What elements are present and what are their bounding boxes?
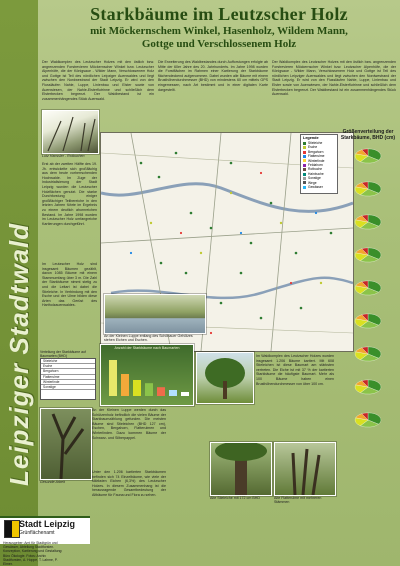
legend-swatch — [303, 146, 306, 149]
bottom-right-text: Im Waldkomplex des Leutzscher Holzes wurden insgesamt 1.206 Bäume kartiert. Mit 608 Stieleichen ist diese Baumart am stärksten vertreten. Die Eiche ist mit 37 % der kartierten Starkbäume die häufigste Baumart. Mehr als 100 Bäume haben einen Brusthöhendurchmesser von über 100 cm. — [256, 354, 334, 386]
legend-swatch — [303, 151, 306, 154]
legend-swatch — [303, 173, 306, 176]
poster-title: Starkbäume im Leutzscher Holz — [90, 4, 348, 24]
pie-charts — [338, 142, 398, 442]
photo-river — [104, 294, 206, 334]
legend-swatch — [303, 155, 306, 158]
multi-stem-caption: Alte Flatterulme mit mehreren Stämmen — [274, 496, 322, 505]
pie-column — [338, 142, 398, 442]
legend-label: Bergahorn — [308, 149, 324, 154]
chart-bar — [181, 392, 189, 396]
table-row: Sonstige — [41, 385, 95, 390]
legend-swatch — [303, 186, 306, 189]
poster-subtitle — [40, 25, 398, 51]
bottom-left-caption: Gesunde Arbeit — [40, 480, 65, 484]
table-row: Flatterulme — [41, 375, 95, 380]
legend-swatch — [303, 164, 306, 167]
bottom-left-text: An der Kleinen Luppe werden durch das Schützenholz befindlich die vielen Bäume der Starkbaumzählung gefunden. Die meisten Bäume sind Stieleichen (BHD 127 cm), Eschen, Bergahorn, Flatterulmen und Winterlinden. Dazu kommen Bäume der Schwarz- und Silberpappel. — [92, 408, 166, 440]
photo-tree-trunk — [40, 408, 92, 480]
photo-tree-field — [196, 352, 254, 404]
leipzig-coat-of-arms-icon — [4, 520, 20, 538]
legend-swatch — [303, 181, 306, 184]
photo-large-oak-art — [211, 443, 271, 495]
map-legend — [300, 134, 338, 194]
legend-label: Gewässer — [308, 185, 323, 190]
photo-large-oak — [210, 442, 272, 496]
column1-text2: Im Leutzscher Holz sind insgesamt Bäumen gezählt, davon 1085 Bäume mit einem Stammumfang über 3 m. Die Zahl der Starkbäume nimmt stetig zu und die Leitart ist dabei die Stieleiche. In Verbindung mit den Esche und der Ulme bilden diese Arten das Gerüst des Hartholzauenwaldes. — [42, 262, 97, 308]
photo-tree-crowns-art — [43, 111, 98, 153]
chart-bar — [133, 380, 141, 396]
legend-label: Feldahorn — [308, 163, 323, 168]
legend-label: Esche — [308, 145, 318, 150]
legend-list — [301, 141, 337, 189]
credits: Herausgeber: Amt für Stadtgrün und Gewässer, Abteilung Stadtforsten. Konzeption, Kartierung und Gestaltung: Büro Ökologie. Fotos: Archiv Stadtforsten, A. Hoppe, T. Lahme, P. Elmer. — [3, 541, 63, 566]
photo-tree-crowns — [42, 110, 99, 154]
intro-text: Der Waldkomplex des Leutzscher Holzes mit den östlich bzw. angrenzenden Forstrevieren Möckernscher Winkel bzw. Leutzscher Alpenhöfe, die der Königsaue - Wilder Mann, Verschlossenem Holz und Gottge ist Teil des nördlichen Leipziger Auenwaldes und liegt zwischen den Nordwestrand der Stadt Leipzig. Er wird von den Flussläufen Nahle, Luppe, Linienbau und Elster sowie von Auenwiesen, der Nahle-Elsterflutrinne und schließlich dem Elsterbecken begrenzt. Der Waldbestand ist ein zusammenhängendes Stück Auenwald. — [42, 60, 154, 101]
chart-bar — [157, 387, 165, 396]
large-oak-caption: Alte Stieleiche mit 172 cm BHD — [210, 496, 260, 500]
poster-subtitle-line1: mit Möckernschem Winkel, Hasenholz, Wildem Mann, — [90, 25, 348, 37]
legend-label: Winterlinde — [308, 158, 325, 163]
table-row: Stieleiche — [41, 359, 95, 364]
pie-column-title: Größenverteilung der Starkbäume, BHD (cm) — [340, 129, 396, 141]
table-row: Winterlinde — [41, 380, 95, 385]
legend-label: Hainbuche — [308, 171, 324, 176]
photo-tree-field-art — [197, 353, 253, 403]
chart-title: Anzahl der Starkbäume nach Baumarten — [114, 346, 180, 350]
logo-department: Grünflächenamt — [19, 530, 55, 536]
legend-label: Stieleiche — [308, 141, 323, 145]
column1-text: Erst ab der zweiten Hälfte des 19. Jh. entwickelte sich großflächig aus dem heute vorherrschenden Hochwalde. Im Zuge der Industrialisierung der Stadt Leipzig wurden die Leutzscher Holzflächen genutzt. Die starke Durchforstung einiger großflächiger Teilbereiche in den letzten Jahren führte im Ergebnis zu einem deutlich ahornreichen Bestand. Im Jahre 1998 wurden im Leutzscher Holz umfangreiche Kartierungen durchgeführt. — [42, 162, 97, 226]
chart-bar — [109, 360, 117, 396]
legend-heading: Legende — [303, 136, 319, 140]
top-middle-text: Die Erweiterung des Waldbestandes durch Aufforstungen erfolgte ab Mitte der 60er Jahre des 20. Jahrhunderts. Im Jahre 1998 wurden die Forstflächen im Rahmen einer Kartierung der Starkbäume flächendeckend aufgenommen. Dabei wurden alle Bäume mit einem Brusthöhendurchmesser (BHD) von mindestens 60 cm mittels GPS eingemessen, nach Art bestimmt und in einer digitalen Karte dargestellt. — [158, 60, 268, 92]
logo-city-name: Stadt Leipzig — [19, 519, 75, 529]
river-caption: An der Kleinen Luppe entlang des Schönauer Gehölzes stehen Eichen und Eschen. — [104, 334, 193, 343]
table-row: Bergahorn — [41, 369, 95, 374]
species-table-rows — [41, 359, 95, 390]
legend-swatch — [303, 142, 306, 145]
photo-multi-stem-art — [275, 443, 335, 495]
legend-label: Sonstige — [308, 176, 321, 181]
legend-swatch — [303, 168, 306, 171]
legend-label: Rotbuche — [308, 167, 323, 172]
species-chart — [100, 344, 194, 406]
top-right-text: Der Waldkomplex des Leutzscher Holzes mit den östlich bzw. angrenzenden Forstrevieren Möckernscher Winkel bzw. Leutzscher Alpenhöfe, die der Königsaue - Wilder Mann, Verschlossenem Holz und Gottge ist Teil des nördlichen Leipziger Auenwaldes und liegt zwischen den Nordwestrand der Stadt Leipzig. Er wird von den Flussläufen Nahle, Luppe, Linienbau und Elster sowie von Auenwiesen, der Nahle-Elsterflutrinne und schließlich dem Elsterbecken begrenzt. Der Waldbestand ist ein zusammenhängendes Stück Auenwald. — [272, 60, 396, 97]
side-band-title: Leipziger Stadtwald — [4, 222, 34, 486]
table-title: Verteilung der Starkbäume auf Baumarten (BHD) — [40, 350, 86, 358]
table-row: Esche — [41, 364, 95, 369]
legend-label: Wege — [308, 180, 317, 185]
photo1-caption: Lutz Hanssler - Rotbuchen — [42, 154, 85, 158]
poster-subtitle-line2: Gottge und Verschlossenem Holz — [141, 38, 297, 50]
chart-bar — [121, 374, 129, 396]
legend-swatch — [303, 159, 306, 162]
photo-tree-trunk-art — [41, 409, 91, 479]
legend-label: Flatterulme — [308, 154, 325, 159]
legend-item — [301, 185, 337, 189]
chart-bar — [145, 383, 153, 396]
bottom-mid-text: Unter den 1.206 kartierten Starkbäumen befinden sich 74 Einzelbäume, wie viele der stärksten Eichen (6,3%) des Leutzscher Holzes. In diesem Zusammenhang ist die herausragende Gesamtbedeutung der Altbäume für Fauna und Flora zu sehen. — [92, 470, 166, 497]
chart-bar — [169, 390, 177, 396]
coat-of-arms-lion-half — [5, 521, 12, 537]
chart-bars — [101, 350, 193, 402]
photo-multi-stem — [274, 442, 336, 496]
legend-swatch — [303, 177, 306, 180]
species-table — [40, 358, 96, 400]
